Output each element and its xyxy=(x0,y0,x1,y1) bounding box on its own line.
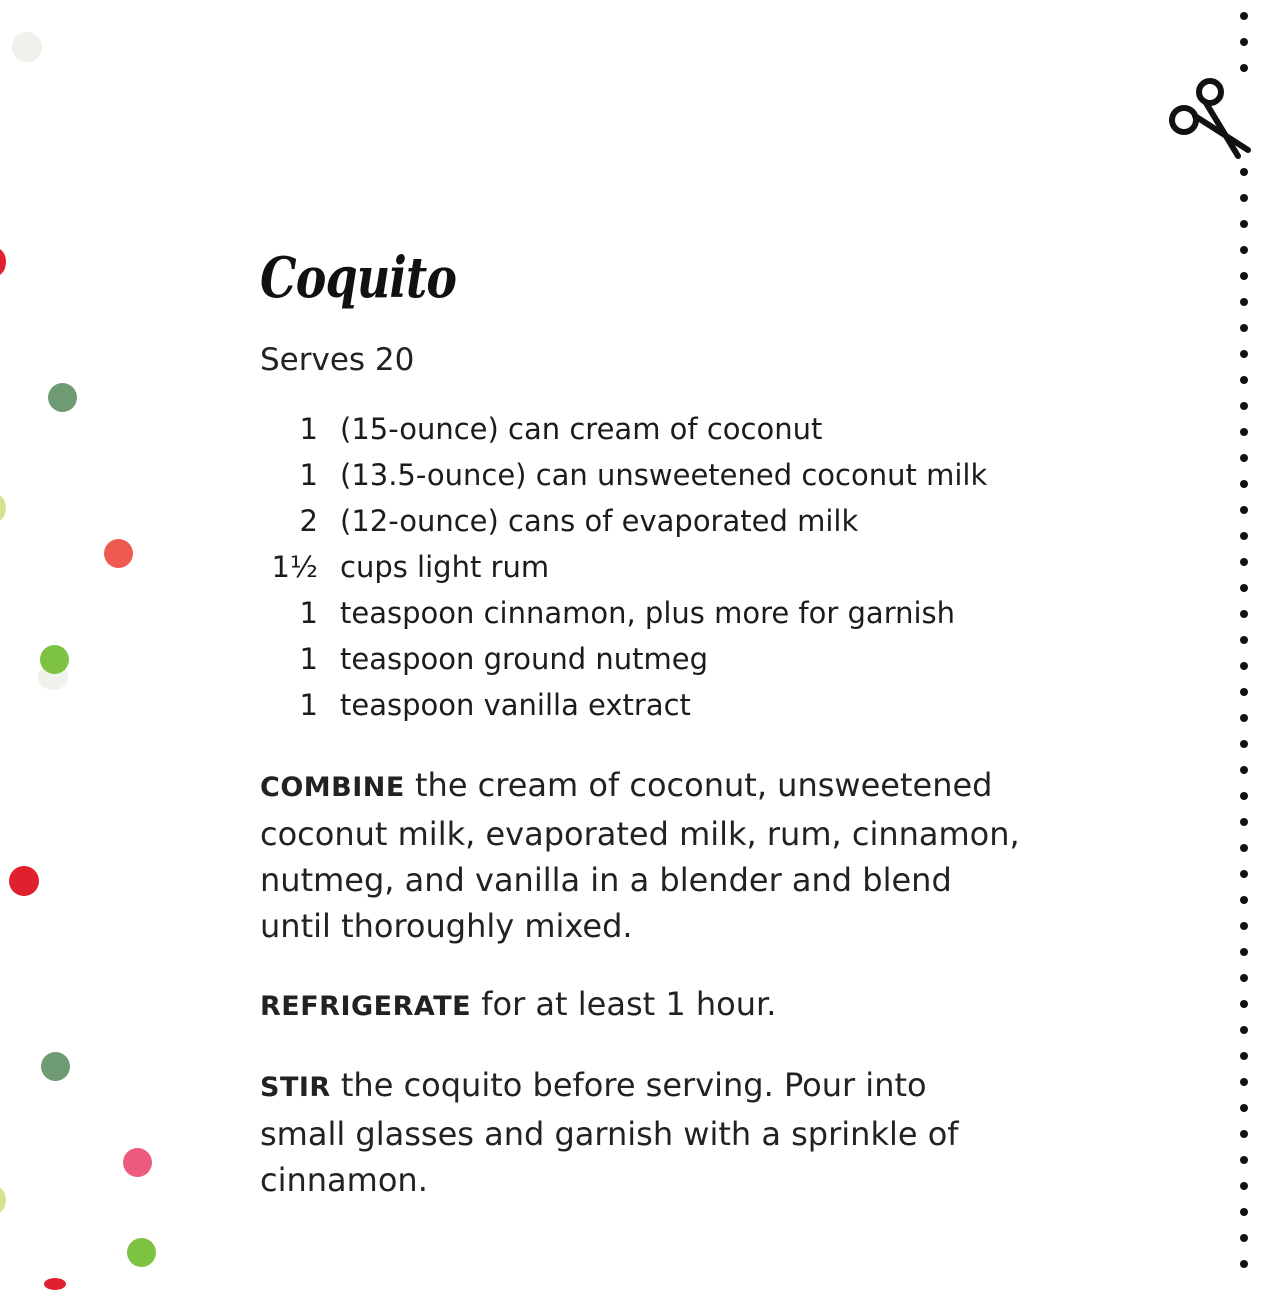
cut-line-dot xyxy=(1240,12,1248,20)
ingredient-text: cups light rum xyxy=(340,550,550,584)
cut-line-dot xyxy=(1240,818,1248,826)
confetti-dot xyxy=(41,1052,70,1081)
cut-line-dot xyxy=(1240,454,1248,462)
cut-line-dot xyxy=(1240,584,1248,592)
ingredient-text: teaspoon ground nutmeg xyxy=(340,642,709,676)
cut-line-dot xyxy=(1240,948,1248,956)
recipe-title: Coquito xyxy=(260,245,457,311)
ingredient-item xyxy=(260,590,1020,636)
confetti-dot xyxy=(0,494,6,522)
confetti-dot xyxy=(104,539,133,568)
recipe-card xyxy=(260,240,1020,1235)
method-step-combine xyxy=(260,762,1020,949)
cut-line-dot xyxy=(1240,1130,1248,1138)
cut-line-dot xyxy=(1240,1052,1248,1060)
method-step-stir xyxy=(260,1062,1020,1203)
ingredient-list xyxy=(260,406,1020,728)
confetti-dot xyxy=(12,32,42,62)
cut-line-dot xyxy=(1240,1260,1248,1268)
ingredient-text: (15-ounce) can cream of coconut xyxy=(340,412,823,446)
ingredient-text: (12-ounce) cans of evaporated milk xyxy=(340,504,859,538)
step-text: the cream of coconut, unsweetened coconut milk, evaporated milk, rum, cinnamon, nutmeg, and vanilla in a blender and blend until thoroughly mixed. xyxy=(260,766,1020,945)
ingredient-quantity: 1 xyxy=(299,688,318,722)
step-text: for at least 1 hour. xyxy=(471,985,777,1023)
cut-line-dot xyxy=(1240,740,1248,748)
ingredient-item xyxy=(260,682,1020,728)
method-step-refrigerate xyxy=(260,981,1020,1030)
cut-line-dot xyxy=(1240,1026,1248,1034)
cut-line-dot xyxy=(1240,610,1248,618)
confetti-dot xyxy=(40,645,69,674)
cut-line-dot xyxy=(1240,896,1248,904)
ingredient-item xyxy=(260,498,1020,544)
confetti-dot xyxy=(127,1238,156,1267)
cut-line-dot xyxy=(1240,974,1248,982)
cut-line-dot xyxy=(1240,350,1248,358)
confetti-dot xyxy=(9,866,39,896)
cut-line-dot xyxy=(1240,64,1248,72)
confetti-dots xyxy=(0,0,200,1284)
cut-line-dot xyxy=(1240,324,1248,332)
confetti-dot xyxy=(44,1278,66,1290)
ingredient-quantity: 1½ xyxy=(271,550,318,584)
ingredient-item xyxy=(260,406,1020,452)
ingredient-quantity: 2 xyxy=(299,504,318,538)
cut-line-dot xyxy=(1240,480,1248,488)
ingredient-quantity: 1 xyxy=(299,412,318,446)
step-verb: COMBINE xyxy=(260,772,405,803)
cut-line-dot xyxy=(1240,1234,1248,1242)
cut-line-dot xyxy=(1240,714,1248,722)
confetti-dot xyxy=(48,383,77,412)
step-text: the coquito before serving. Pour into small glasses and garnish with a sprinkle of cinnamon. xyxy=(260,1066,959,1199)
ingredient-item xyxy=(260,636,1020,682)
ingredient-item xyxy=(260,452,1020,498)
cut-line-dot xyxy=(1240,636,1248,644)
dotted-cut-line xyxy=(1236,0,1252,1284)
cut-line-dot xyxy=(1240,1156,1248,1164)
cut-line-dot xyxy=(1240,870,1248,878)
cut-line-dot xyxy=(1240,792,1248,800)
ingredient-text: teaspoon vanilla extract xyxy=(340,688,691,722)
cut-line-dot xyxy=(1240,506,1248,514)
cut-line-dot xyxy=(1240,922,1248,930)
cut-line-dot xyxy=(1240,766,1248,774)
cut-line-dot xyxy=(1240,298,1248,306)
cut-line-dot xyxy=(1240,194,1248,202)
cut-line-dot xyxy=(1240,1182,1248,1190)
confetti-dot xyxy=(0,248,6,276)
cut-line-dot xyxy=(1240,272,1248,280)
servings: Serves 20 xyxy=(260,342,415,378)
ingredient-item xyxy=(260,544,1020,590)
scissors-icon xyxy=(1166,76,1256,160)
cut-line-dot xyxy=(1240,1104,1248,1112)
cut-line-dot xyxy=(1240,168,1248,176)
cut-line-dot xyxy=(1240,402,1248,410)
cut-line-dot xyxy=(1240,38,1248,46)
cut-line-dot xyxy=(1240,246,1248,254)
cut-line-dot xyxy=(1240,1208,1248,1216)
cut-line-dot xyxy=(1240,220,1248,228)
step-verb: STIR xyxy=(260,1072,331,1103)
cut-line-dot xyxy=(1240,688,1248,696)
ingredient-text: (13.5-ounce) can unsweetened coconut milk xyxy=(340,458,988,492)
cut-line-dot xyxy=(1240,558,1248,566)
cut-line-dot xyxy=(1240,428,1248,436)
cut-line-dot xyxy=(1240,532,1248,540)
ingredient-text: teaspoon cinnamon, plus more for garnish xyxy=(340,596,956,630)
ingredient-quantity: 1 xyxy=(299,458,318,492)
ingredient-quantity: 1 xyxy=(299,642,318,676)
ingredient-quantity: 1 xyxy=(299,596,318,630)
cut-line-dot xyxy=(1240,376,1248,384)
cut-line-dot xyxy=(1240,844,1248,852)
step-verb: REFRIGERATE xyxy=(260,991,472,1022)
cut-line-dot xyxy=(1240,662,1248,670)
confetti-dot xyxy=(0,1186,6,1214)
confetti-dot xyxy=(123,1148,152,1177)
cut-line-dot xyxy=(1240,1000,1248,1008)
cut-line-dot xyxy=(1240,1078,1248,1086)
